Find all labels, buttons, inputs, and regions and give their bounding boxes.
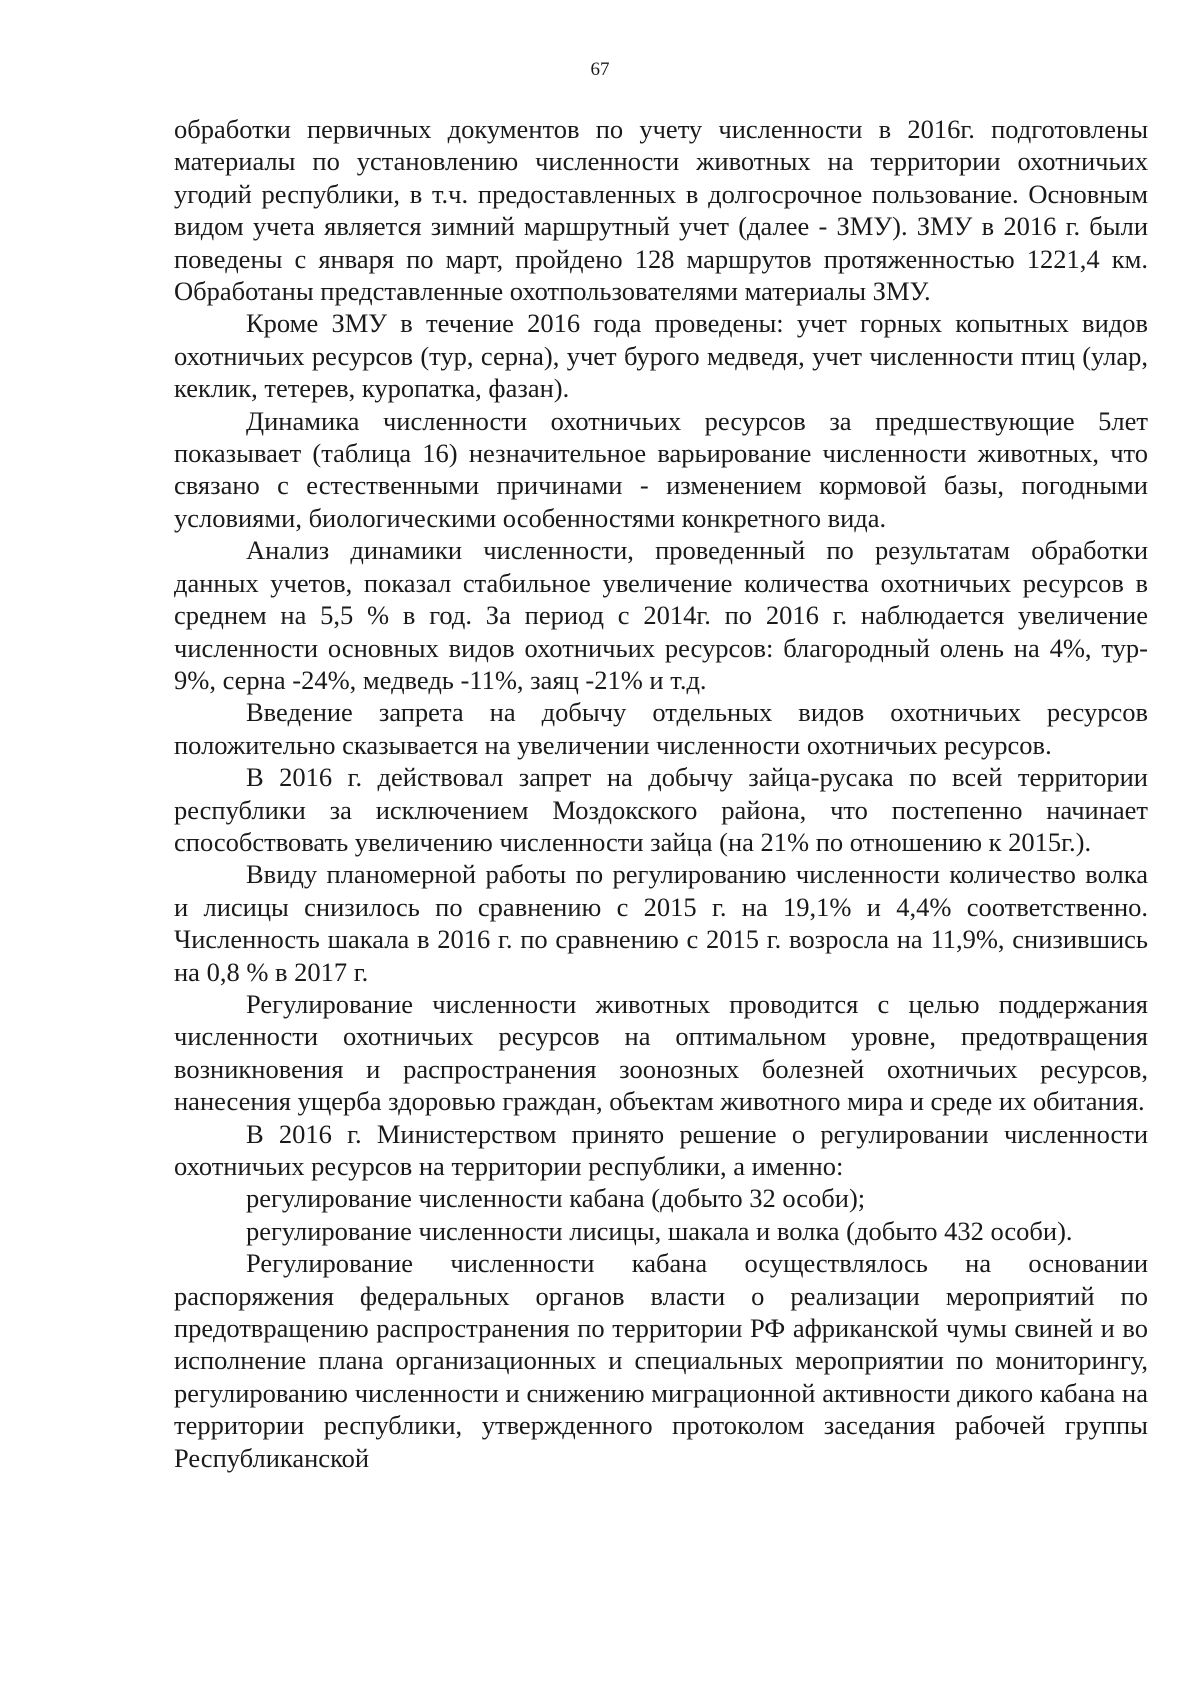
paragraph-hare-ban: В 2016 г. действовал запрет на добычу зайца-русака по всей территории республики за исключением Моздокского района, что постепенно начинает способствовать увеличению численности зайца (на 21% по отношению к 2015г.). [174,762,1148,857]
paragraph-zmu-materials: обработки первичных документов по учету численности в 2016г. подготовлены материалы по установлению численности животных на территории охотничьих угодий республики, в т.ч. предоставленных в долгосрочное пользование. Основным видом учета является зимний маршрутный учет (далее - ЗМУ). ЗМУ в 2016 г. были поведены с января по март, пройдено 128 маршрутов протяженностью 1221,4 км. Обработаны представленные охотпользователями материалы ЗМУ. [174,114,1148,307]
paragraph-other-counts: Кроме ЗМУ в течение 2016 года проведены: учет горных копытных видов охотничьих ресурсов (тур, серна), учет бурого медведя, учет численности птиц (улар, кеклик, тетерев, куропатка, фазан). [174,308,1148,404]
list-item-boar-regulation: регулирование численности кабана (добыто 32 особи); [246,1183,866,1214]
paragraph-ministry-decision: В 2016 г. Министерством принято решение о регулировании численности охотничьих ресурсов на территории республики, а именно: [174,1118,1148,1181]
paragraph-population-dynamics: Динамика численности охотничьих ресурсов за предшествующие 5лет показывает (таблица 16) незначительное варьирование численности животных, что связано с естественными причинами - изменением кормовой базы, погодными условиями, биологическими особенностями конкретного вида. [174,405,1148,533]
page-number: 67 [590,59,610,80]
list-item-predator-regulation: регулирование численности лисицы, шакала и волка (добыто 432 особи). [246,1215,1073,1246]
paragraph-dynamics-analysis: Анализ динамики численности, проведенный по результатам обработки данных учетов, показал стабильное увеличение количества охотничьих ресурсов в среднем на 5,5 % в год. За период с 2014г. по 2016 г. наблюдается увеличение численности основных видов охотничьих ресурсов: благородный олень на 4%, тур- 9%, серна -24%, медведь -11%, заяц -21% и т.д. [174,535,1148,695]
document-body [174,113,1148,1474]
paragraph-regulation-purpose: Регулирование численности животных проводится с целью поддержания численности охотничьих ресурсов на оптимальном уровне, предотвращения возникновения и распространения зоонозных болезней охотничьих ресурсов, нанесения ущерба здоровью граждан, объектам животного мира и среде их обитания. [174,988,1148,1117]
paragraph-boar-regulation-basis: Регулирование численности кабана осуществлялось на основании распоряжения федеральных органов власти о реализации мероприятий по предотвращению распространения по территории РФ африканской чумы свиней и во исполнение плана организационных и специальных мероприятии по мониторингу, регулированию численности и снижению миграционной активности дикого кабана на территории республики, утвержденного протоколом заседания рабочей группы Республиканской [174,1248,1148,1473]
paragraph-hunting-ban-effect: Введение запрета на добычу отдельных видов охотничьих ресурсов положительно сказывается на увеличении численности охотничьих ресурсов. [174,697,1148,760]
paragraph-wolf-fox-jackal: Ввиду планомерной работы по регулированию численности количество волка и лисицы снизилось по сравнению с 2015 г. на 19,1% и 4,4% соответственно. Численность шакала в 2016 г. по сравнению с 2015 г. возросла на 11,9%, снизившись на 0,8 % в 2017 г. [174,859,1148,987]
